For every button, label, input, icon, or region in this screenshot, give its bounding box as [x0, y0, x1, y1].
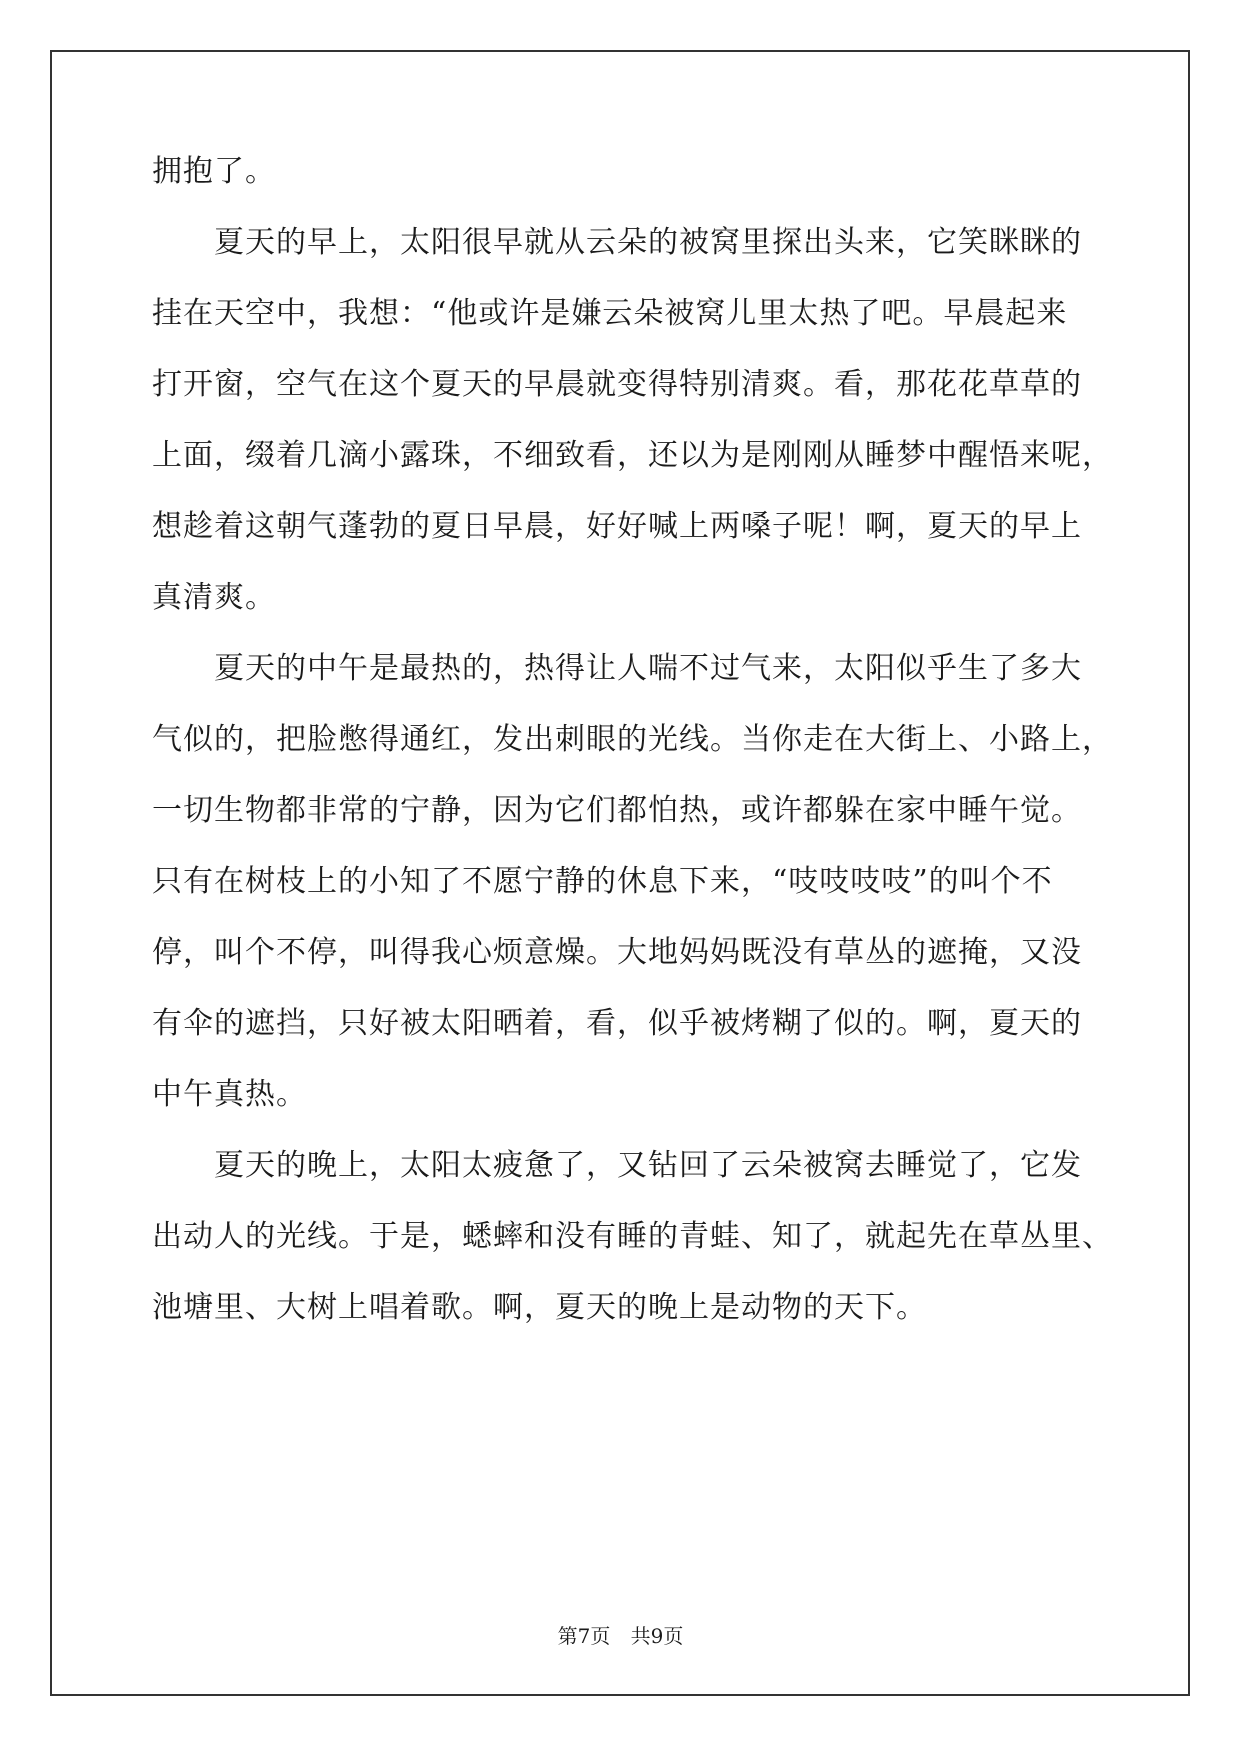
text-line: 上面，缀着几滴小露珠，不细致看，还以为是刚刚从睡梦中醒悟来呢，	[152, 438, 1113, 473]
text-line: 中午真热。	[152, 1077, 307, 1112]
text-line: 真清爽。	[152, 580, 276, 615]
text-line: 拥抱了。	[152, 154, 276, 189]
text-line: 出动人的光线。于是，蟋蟀和没有睡的青蛙、知了，就起先在草丛里、	[152, 1219, 1113, 1254]
text-line: 想趁着这朝气蓬勃的夏日早晨，好好喊上两嗓子呢！啊，夏天的早上	[152, 509, 1082, 544]
text-line: 停，叫个不停，叫得我心烦意燥。大地妈妈既没有草丛的遮掩，又没	[152, 935, 1082, 970]
text-line: 气似的，把脸憋得通红，发出刺眼的光线。当你走在大街上、小路上，	[152, 722, 1113, 757]
page-footer: 第7页 共9页	[557, 1624, 684, 1648]
text-line: 夏天的晚上，太阳太疲惫了，又钻回了云朵被窝去睡觉了，它发	[152, 1148, 1082, 1183]
text-line: 只有在树枝上的小知了不愿宁静的休息下来，“吱吱吱吱”的叫个不	[152, 864, 1053, 899]
text-line: 打开窗，空气在这个夏天的早晨就变得特别清爽。看，那花花草草的	[152, 367, 1082, 402]
text-line: 夏天的中午是最热的，热得让人喘不过气来，太阳似乎生了多大	[152, 651, 1082, 686]
text-line: 挂在天空中，我想：“他或许是嫌云朵被窝儿里太热了吧。早晨起来	[152, 296, 1068, 331]
text-line: 一切生物都非常的宁静，因为它们都怕热，或许都躲在家中睡午觉。	[152, 793, 1082, 828]
text-line: 池塘里、大树上唱着歌。啊，夏天的晚上是动物的天下。	[152, 1290, 927, 1325]
text-line: 夏天的早上，太阳很早就从云朵的被窝里探出头来，它笑眯眯的	[152, 225, 1082, 260]
text-line: 有伞的遮挡，只好被太阳晒着，看，似乎被烤糊了似的。啊，夏天的	[152, 1006, 1082, 1041]
